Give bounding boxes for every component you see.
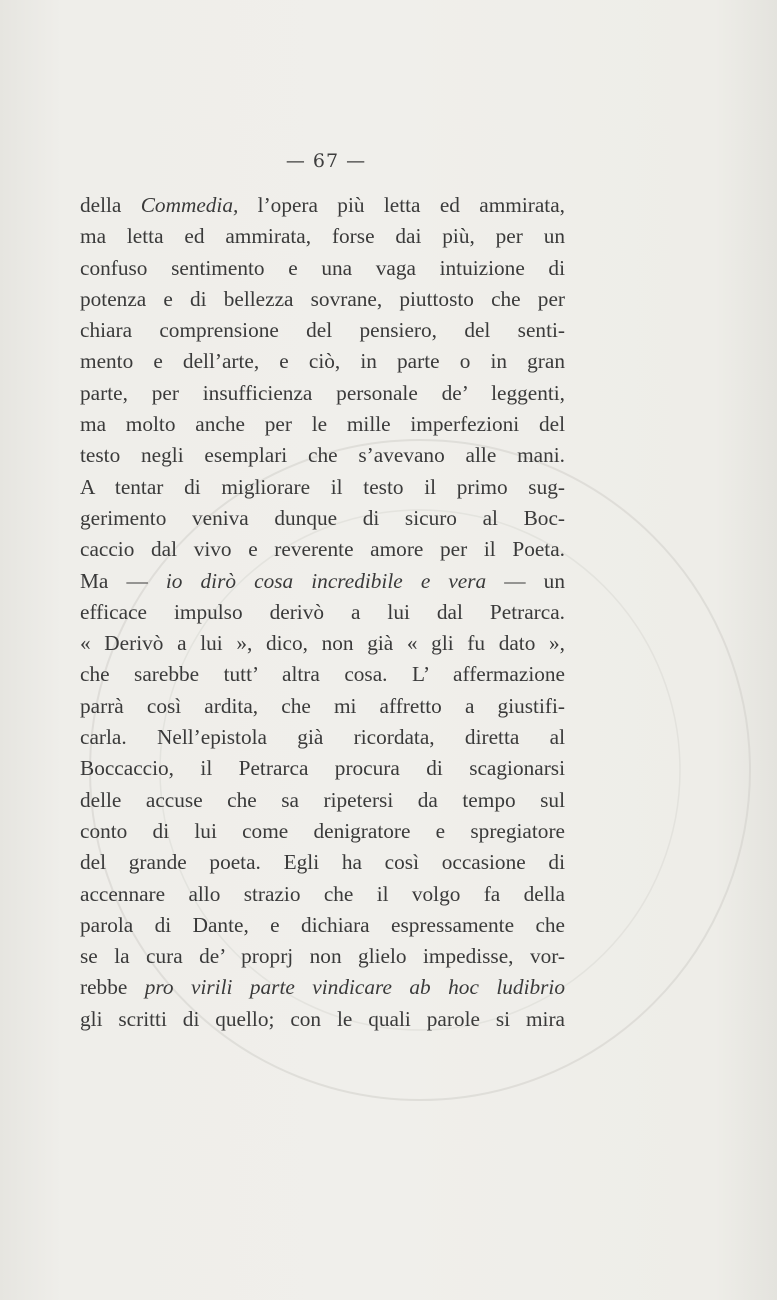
text-line (80, 534, 565, 565)
text-line (80, 315, 565, 346)
body-text (80, 190, 565, 1035)
text-segment: « Derivò a lui », dico, non già « gli fu dato », (80, 631, 565, 656)
text-line (80, 910, 565, 941)
text-line (80, 597, 565, 628)
text-line (80, 691, 565, 722)
text-segment: ma molto anche per le mille imperfezioni del (80, 412, 565, 437)
text-line (80, 753, 565, 784)
text-segment: rebbe (80, 975, 145, 1000)
text-line (80, 472, 565, 503)
text-line (80, 440, 565, 471)
text-line (80, 346, 565, 377)
text-line (80, 409, 565, 440)
text-segment: del grande poeta. Egli ha così occasione di (80, 850, 565, 875)
text-line (80, 816, 565, 847)
text-segment: parrà così ardita, che mi affretto a giustifi- (80, 693, 565, 718)
text-line (80, 1004, 565, 1035)
text-line (80, 566, 565, 597)
text-line (80, 941, 565, 972)
text-segment: l’opera più letta ed ammirata, (238, 193, 565, 217)
text-segment: parte, per insufficienza personale de’ leggenti, (80, 380, 565, 405)
text-segment: A tentar di migliorare il testo il primo sug- (80, 474, 565, 499)
text-line (80, 972, 565, 1003)
text-line (80, 847, 565, 878)
text-segment: caccio dal vivo e reverente amore per il Poeta. (80, 537, 565, 562)
text-segment: gerimento veniva dunque di sicuro al Boc- (80, 505, 565, 530)
text-segment: che sarebbe tutt’ altra cosa. L’ affermazione (80, 662, 565, 687)
text-line (80, 284, 565, 315)
text-line (80, 879, 565, 910)
text-line (80, 190, 565, 221)
text-segment: ma letta ed ammirata, forse dai più, per un (80, 224, 565, 249)
italic-text: Commedia, (140, 193, 239, 217)
text-line (80, 785, 565, 816)
italic-text: pro virili parte vindicare ab hoc ludibrio (144, 975, 565, 1000)
text-line (80, 659, 565, 690)
text-line (80, 503, 565, 534)
text-segment: carla. Nell’epistola già ricordata, diretta al (80, 725, 565, 750)
text-segment: mento e dell’arte, e ciò, in parte o in gran (80, 349, 565, 374)
text-segment: della (80, 193, 141, 217)
text-line (80, 628, 565, 659)
text-segment: — un (486, 568, 565, 593)
text-segment: delle accuse che sa ripetersi da tempo sul (80, 787, 565, 812)
italic-text: io dirò cosa incredibile e vera (165, 568, 487, 593)
text-segment: chiara comprensione del pensiero, del senti- (80, 318, 565, 343)
text-segment: conto di lui come denigratore e spregiatore (80, 818, 565, 843)
text-line (80, 722, 565, 753)
text-segment: Ma — (80, 568, 166, 593)
text-line (80, 378, 565, 409)
text-segment: se la cura de’ proprj non glielo impedisse, vor- (80, 944, 565, 969)
text-line (80, 253, 565, 284)
page-number: — 67 — (285, 150, 367, 172)
text-segment: Boccaccio, il Petrarca procura di scagionarsi (80, 756, 565, 781)
text-segment: confuso sentimento e una vaga intuizione di (80, 255, 565, 280)
text-segment: parola di Dante, e dichiara espressamente che (80, 912, 565, 937)
text-segment: efficace impulso derivò a lui dal Petrarca. (80, 599, 565, 624)
text-segment: potenza e di bellezza sovrane, piuttosto che per (80, 286, 565, 311)
text-line (80, 221, 565, 252)
text-segment: accennare allo strazio che il volgo fa della (80, 881, 565, 906)
text-segment: testo negli esemplari che s’avevano alle mani. (80, 443, 565, 468)
text-segment: gli scritti di quello; con le quali parole si mira (80, 1006, 565, 1031)
